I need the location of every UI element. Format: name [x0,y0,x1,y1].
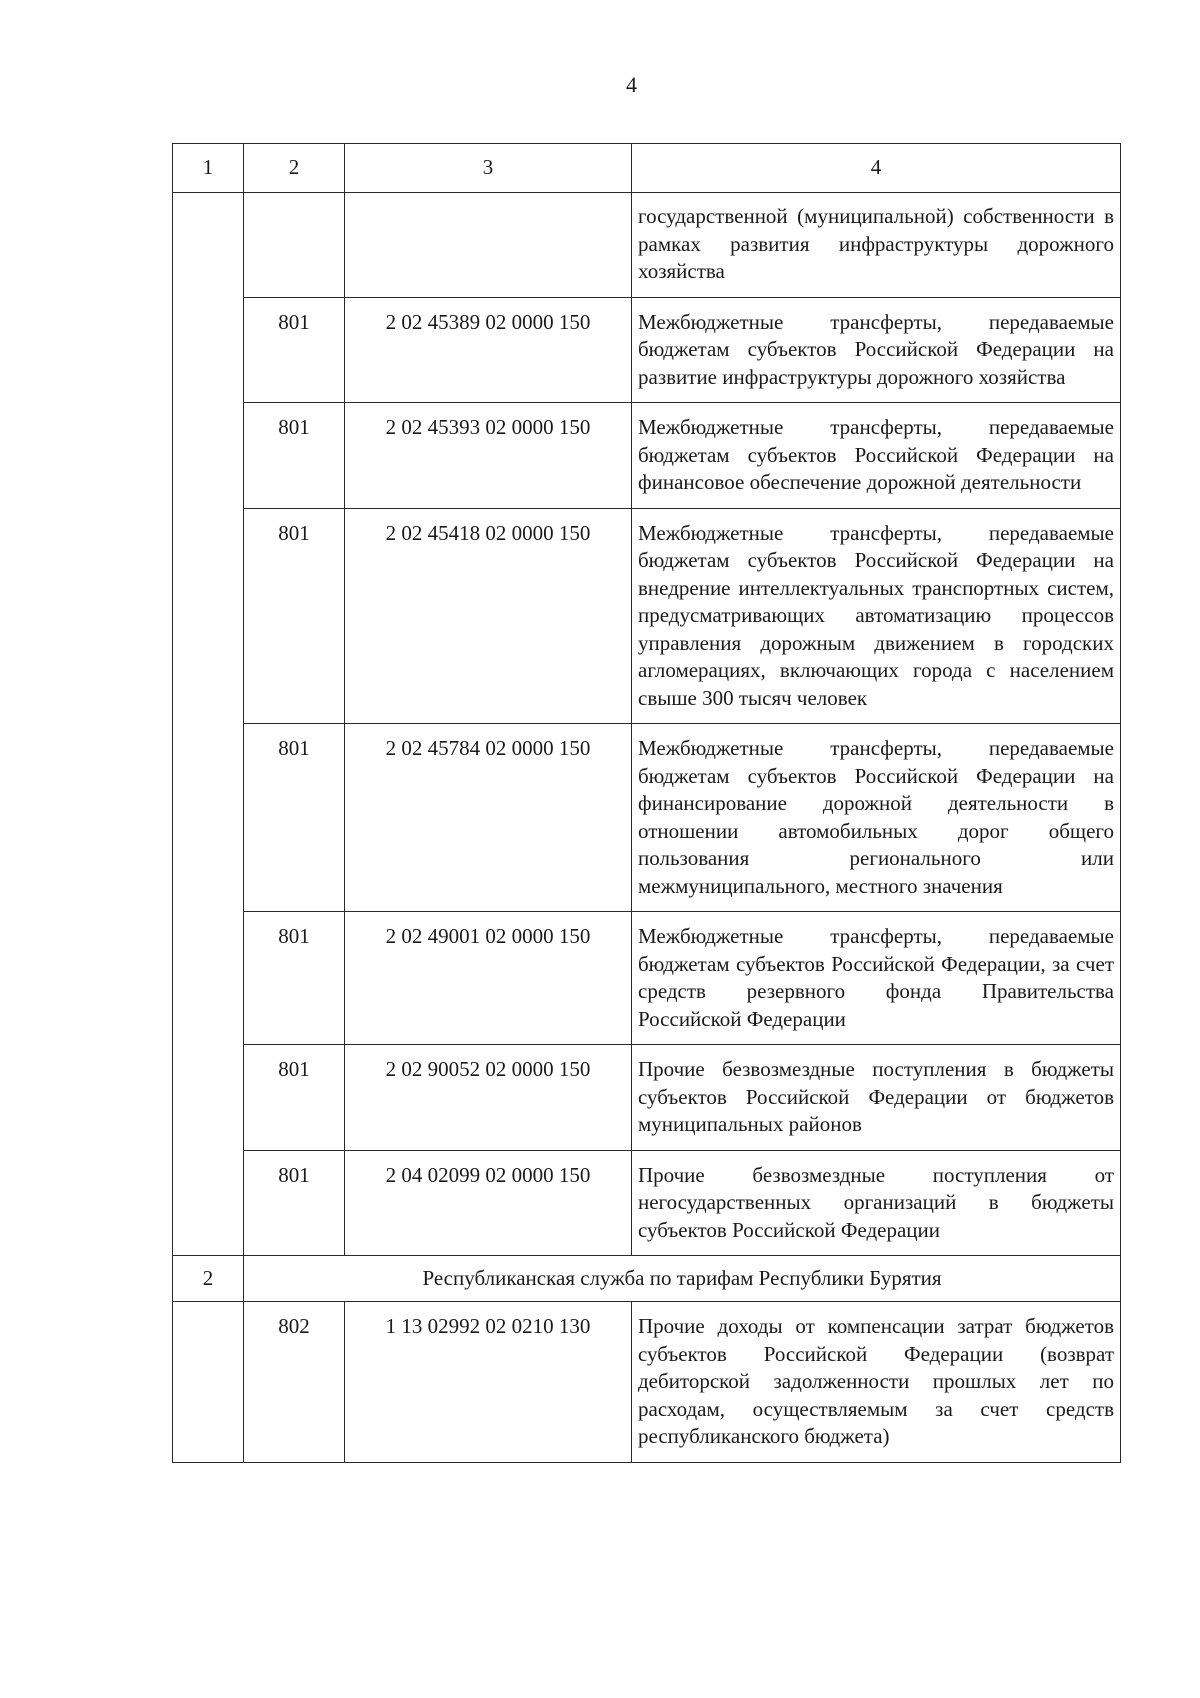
admin-code-cell: 801 [244,297,345,403]
section-number: 2 [173,1256,244,1302]
income-code-cell: 2 02 45389 02 0000 150 [345,297,632,403]
table-row [173,1045,1121,1151]
table-row [173,297,1121,403]
admin-code-cell: 801 [244,724,345,912]
table-row [173,724,1121,912]
description-cell: Межбюджетные трансферты, передаваемые бюджетам субъектов Российской Федерации на развитие инфраструктуры дорожного хозяйства [632,297,1121,403]
description-cell: Прочие безвозмездные поступления от негосударственных организаций в бюджеты субъектов Российской Федерации [632,1150,1121,1256]
income-code-cell: 2 02 49001 02 0000 150 [345,912,632,1045]
table-row [173,912,1121,1045]
description-cell: Межбюджетные трансферты, передаваемые бюджетам субъектов Российской Федерации на финансовое обеспечение дорожной деятельности [632,403,1121,509]
table-row [173,1302,1121,1463]
income-code-cell: 1 13 02992 02 0210 130 [345,1302,632,1463]
table-header-row [173,144,1121,193]
description-cell: Прочие доходы от компенсации затрат бюджетов субъектов Российской Федерации (возврат дебиторской задолженности прошлых лет по расходам, осуществляемым за счет средств республиканского бюджета) [632,1302,1121,1463]
admin-code-cell: 801 [244,1045,345,1151]
section-number-cell [173,1302,244,1463]
income-code-cell: 2 02 45393 02 0000 150 [345,403,632,509]
column-header-3: 3 [345,144,632,193]
income-code-cell [345,193,632,298]
description-cell: Межбюджетные трансферты, передаваемые бюджетам субъектов Российской Федерации, за счет средств резервного фонда Правительства Российской Федерации [632,912,1121,1045]
description-cell: Межбюджетные трансферты, передаваемые бюджетам субъектов Российской Федерации на внедрение интеллектуальных транспортных систем, предусматривающих автоматизацию процессов управления дорожным движением в городских агломерациях, включающих города с населением свыше 300 тысяч человек [632,508,1121,724]
income-code-cell: 2 04 02099 02 0000 150 [345,1150,632,1256]
admin-code-cell: 801 [244,508,345,724]
table-row [173,1150,1121,1256]
section-number-cell [173,193,244,1256]
page-number: 4 [626,72,637,97]
description-cell: Прочие безвозмездные поступления в бюджеты субъектов Российской Федерации от бюджетов муниципальных районов [632,1045,1121,1151]
table-row [173,508,1121,724]
admin-code-cell: 801 [244,912,345,1045]
admin-code-cell: 802 [244,1302,345,1463]
admin-code-cell [244,193,345,298]
admin-code-cell: 801 [244,403,345,509]
section-title: Республиканская служба по тарифам Республики Бурятия [244,1256,1121,1302]
section-header-row [173,1256,1121,1302]
column-header-4: 4 [632,144,1121,193]
column-header-2: 2 [244,144,345,193]
admin-code-cell: 801 [244,1150,345,1256]
description-cell: Межбюджетные трансферты, передаваемые бюджетам субъектов Российской Федерации на финансирование дорожной деятельности в отношении автомобильных дорог общего пользования регионального или межмуниципального, местного значения [632,724,1121,912]
table-row [173,403,1121,509]
income-code-cell: 2 02 45418 02 0000 150 [345,508,632,724]
income-codes-table [172,143,1121,1463]
table-row [173,193,1121,298]
income-code-cell: 2 02 45784 02 0000 150 [345,724,632,912]
income-code-cell: 2 02 90052 02 0000 150 [345,1045,632,1151]
column-header-1: 1 [173,144,244,193]
description-cell: государственной (муниципальной) собственности в рамках развития инфраструктуры дорожного хозяйства [632,193,1121,298]
